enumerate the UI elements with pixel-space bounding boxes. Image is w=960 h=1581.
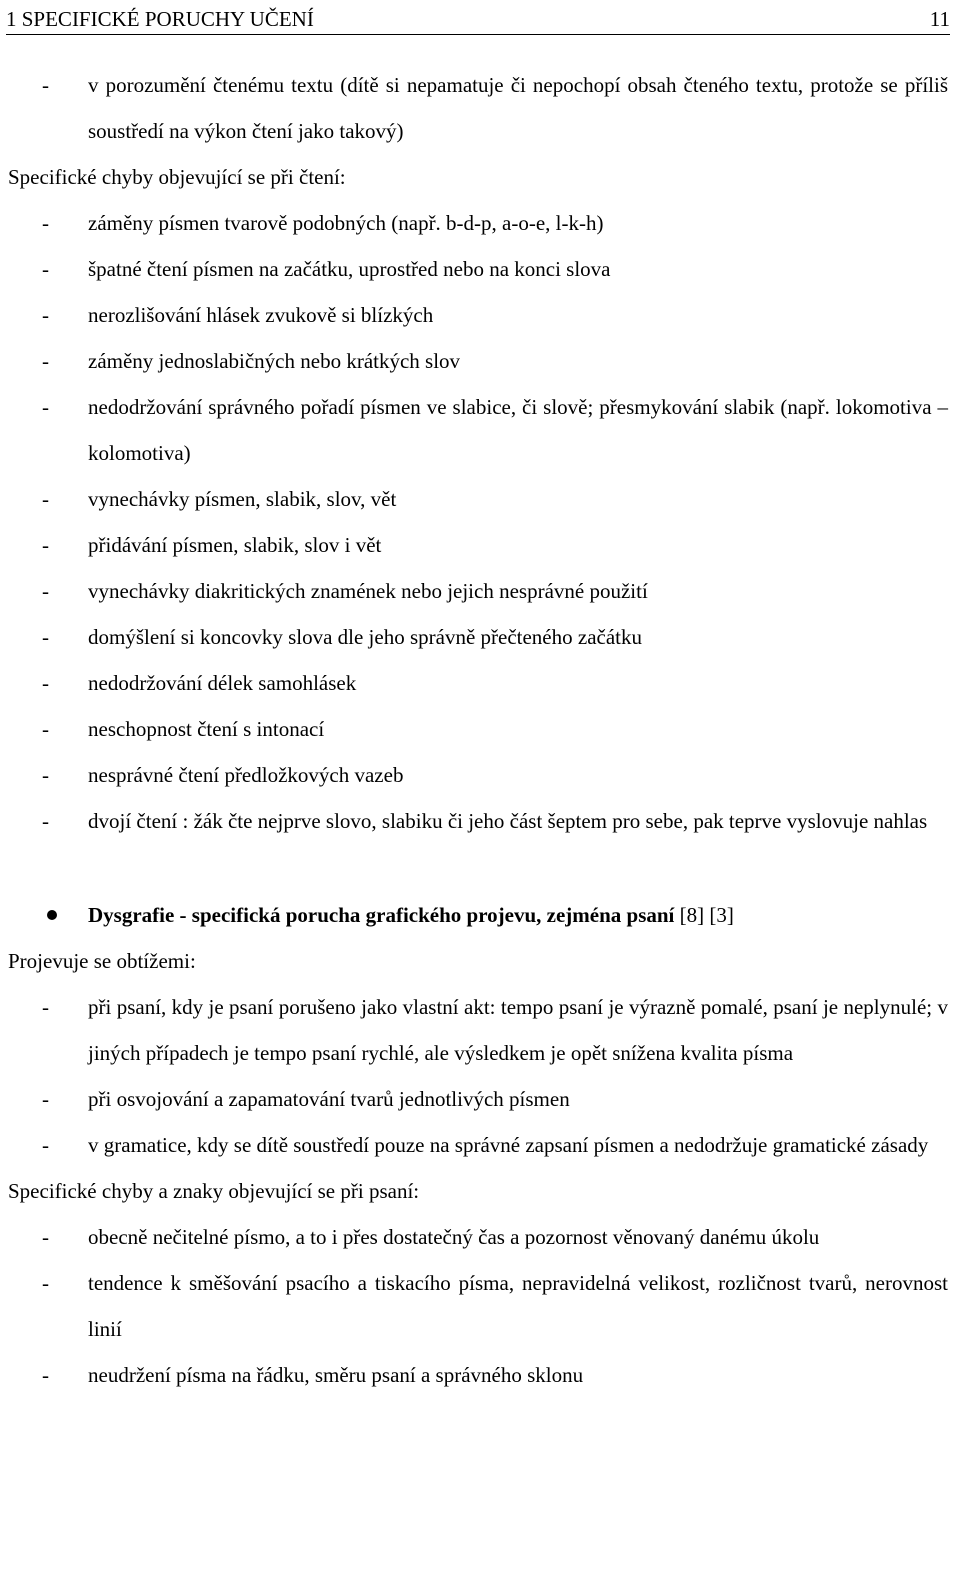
list-item [0, 1122, 960, 1168]
list-item-text: záměny jednoslabičných nebo krátkých slov [88, 349, 461, 373]
dash-marker: - [42, 717, 49, 741]
list-item-text: domýšlení si koncovky slova dle jeho správně přečteného začátku [88, 625, 642, 649]
page-header [6, 4, 950, 35]
dash-marker: - [42, 625, 49, 649]
list-item-text: nedodržování správného pořadí písmen ve slabice, či slově; přesmykování slabik (např. lokomotiva – kolomotiva) [88, 395, 948, 465]
section-heading: Specifické chyby objevující se při čtení: [8, 165, 346, 189]
dash-marker: - [42, 211, 49, 235]
list-item [0, 984, 960, 1076]
list-item-text: neschopnost čtení s intonací [88, 717, 325, 741]
list-item-text: při psaní, kdy je psaní porušeno jako vlastní akt: tempo psaní je výrazně pomalé, psaní je neplynulé; v jiných případech je tempo psaní rychlé, ale výsledkem je opět snížena kvalita písma [88, 995, 948, 1065]
list-item-text: obecně nečitelné písmo, a to i přes dostatečný čas a pozornost věnovaný danému úkolu [88, 1225, 820, 1249]
list-item [0, 752, 960, 798]
list-item [0, 476, 960, 522]
list-item-text: záměny písmen tvarově podobných (např. b-d-p, a-o-e, l-k-h) [88, 211, 604, 235]
list-item [0, 1260, 960, 1352]
section-gap [0, 844, 960, 892]
dash-marker: - [42, 395, 49, 419]
list-item-text: vynechávky písmen, slabik, slov, vět [88, 487, 397, 511]
dash-marker: - [42, 1363, 49, 1387]
list-item [0, 798, 960, 844]
dash-marker: - [42, 487, 49, 511]
list-item [0, 706, 960, 752]
dash-marker: - [42, 533, 49, 557]
dash-marker: - [42, 73, 49, 97]
errors-heading: Specifické chyby a znaky objevující se při psaní: [8, 1179, 420, 1203]
dash-marker: - [42, 763, 49, 787]
dash-marker: - [42, 809, 49, 833]
dash-marker: - [42, 303, 49, 327]
list-item [0, 660, 960, 706]
dysgrafie-heading [0, 892, 960, 938]
list-item [0, 614, 960, 660]
list-item [0, 1076, 960, 1122]
list-item [0, 1352, 960, 1398]
list-item-text: při osvojování a zapamatování tvarů jednotlivých písmen [88, 1087, 570, 1111]
page-number: 11 [929, 7, 950, 31]
list-item [0, 1214, 960, 1260]
list-item-text: v gramatice, kdy se dítě soustředí pouze na správné zapsaní písmen a nedodržuje gramatické zásady [88, 1133, 929, 1157]
dash-marker: - [42, 579, 49, 603]
dysgrafie-refs: [8] [3] [674, 903, 734, 927]
list-item-text: neudržení písma na řádku, směru psaní a správného sklonu [88, 1363, 584, 1387]
list-item [0, 292, 960, 338]
dash-marker: - [42, 1225, 49, 1249]
list-item-text: nerozlišování hlásek zvukově si blízkých [88, 303, 434, 327]
list-item-text: tendence k směšování psacího a tiskacího písma, nepravidelná velikost, rozličnost tvarů, nerovnost linií [88, 1271, 948, 1341]
list-item [0, 246, 960, 292]
dysgrafie-title: Dysgrafie - specifická porucha grafického projevu, zejména psaní [88, 903, 675, 927]
list-item-text: špatné čtení písmen na začátku, uprostřed nebo na konci slova [88, 257, 611, 281]
list-item-text: přidávání písmen, slabik, slov i vět [88, 533, 382, 557]
dash-marker: - [42, 671, 49, 695]
list-item [0, 338, 960, 384]
dash-marker: - [42, 349, 49, 373]
list-item [0, 200, 960, 246]
dash-marker: - [42, 1271, 49, 1295]
list-item [0, 384, 960, 476]
list-item-text: v porozumění čtenému textu (dítě si nepamatuje či nepochopí obsah čteného textu, protože se příliš soustředí na výkon čtení jako takový) [88, 73, 948, 143]
list-item-text: dvojí čtení : žák čte nejprve slovo, slabiku či jeho část šeptem pro sebe, pak teprve vyslovuje nahlas [88, 809, 928, 833]
dash-marker: - [42, 1133, 49, 1157]
dash-marker: - [42, 1087, 49, 1111]
dash-marker: - [42, 257, 49, 281]
list-item-text: nesprávné čtení předložkových vazeb [88, 763, 404, 787]
chapter-title: 1 SPECIFICKÉ PORUCHY UČENÍ [6, 7, 314, 31]
list-item [0, 522, 960, 568]
list-item [0, 568, 960, 614]
list-item-text: vynechávky diakritických znamének nebo jejich nesprávné použití [88, 579, 648, 603]
bullet-icon [47, 910, 57, 920]
list-item [0, 62, 960, 154]
page-body [0, 62, 960, 1398]
list-item-text: nedodržování délek samohlásek [88, 671, 357, 695]
dysgrafie-intro: Projevuje se obtížemi: [8, 949, 196, 973]
dash-marker: - [42, 995, 49, 1019]
